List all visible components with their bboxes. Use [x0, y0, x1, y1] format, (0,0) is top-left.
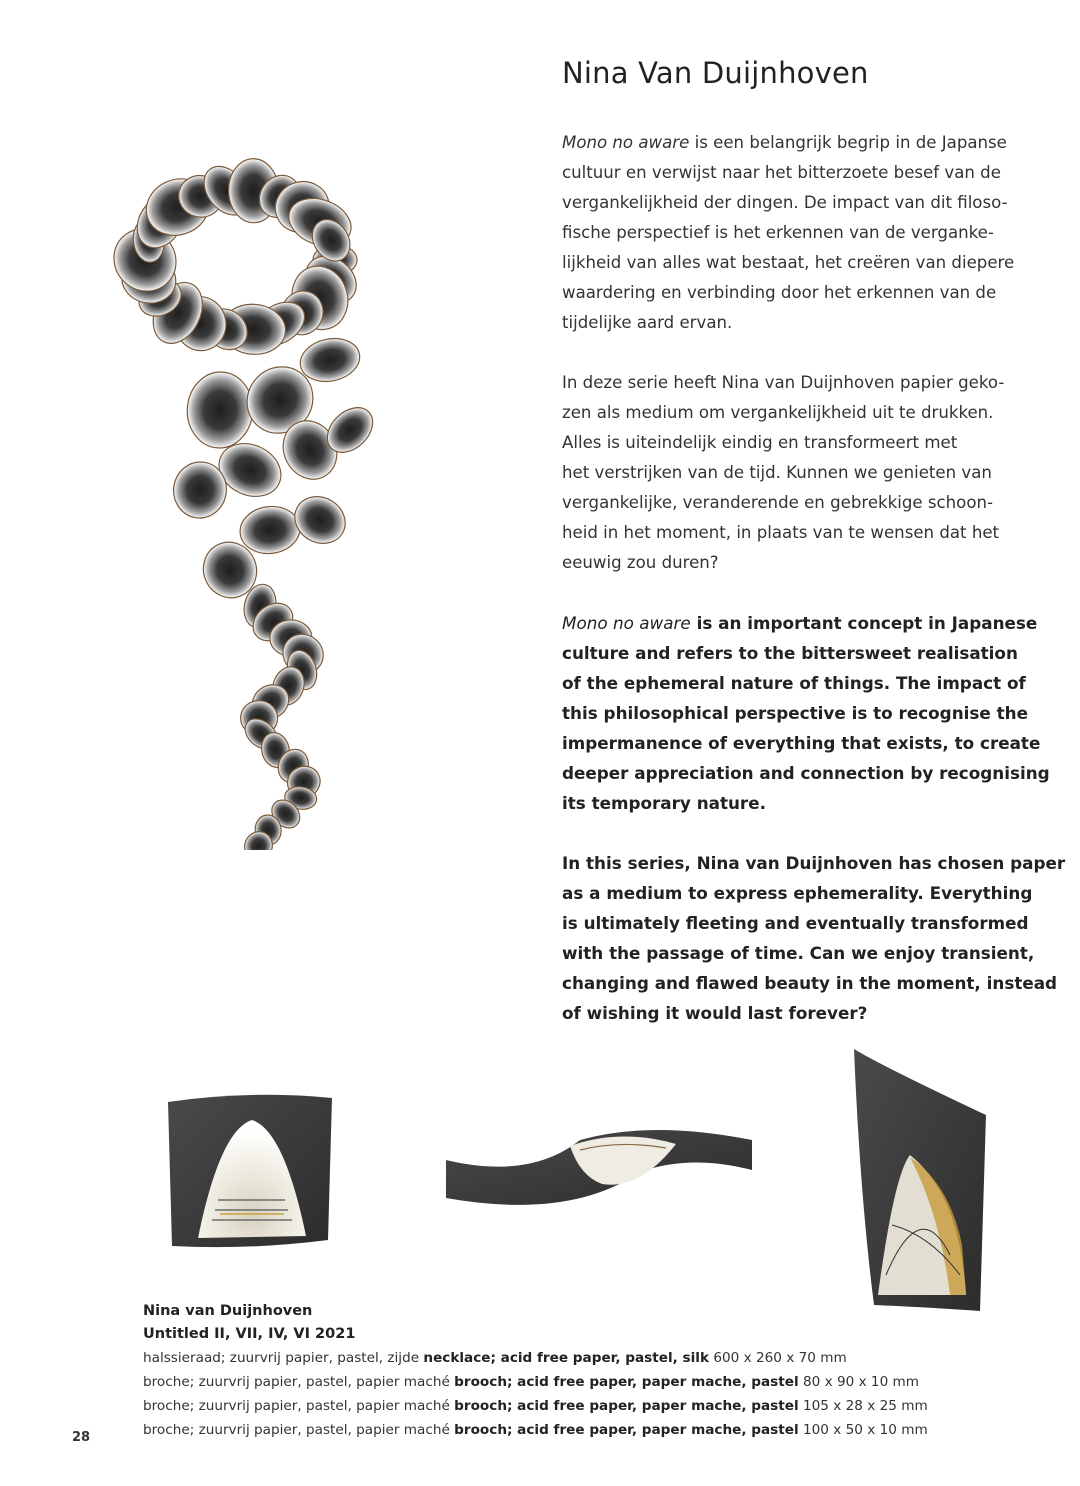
- brooch-2-image: [440, 1110, 760, 1250]
- dutch-text-2: [562, 368, 1032, 578]
- text-line: of wishing it would last forever?: [562, 1003, 868, 1023]
- english-text: Mono no aware is an important concept in Japanese culture and refers to the bittersweet realisation of the ephemeral nature of things. The impact of this philosophical perspective is to recognise the impermanence of everything that exists, to create deeper appreciation and connection by recognising its temporary nature.: [562, 608, 1032, 818]
- page-number: 28: [72, 1430, 91, 1445]
- text-line: with the passage of time. Can we enjoy transient,: [562, 943, 1035, 963]
- text-line: tijdelijke aard ervan.: [562, 313, 733, 332]
- page-title: Nina Van Duijnhoven: [562, 56, 869, 90]
- text-line: zen als medium om vergankelijkheid uit te drukken.: [562, 403, 994, 422]
- english-text-2: [562, 848, 1066, 1028]
- text-line: Alles is uiteindelijk eindig en transformeert met: [562, 433, 958, 452]
- text-line: In deze serie heeft Nina van Duijnhoven papier geko-: [562, 373, 1005, 392]
- dutch-text: Mono no aware is een belangrijk begrip in de Japanse cultuur en verwijst naar het bitterzoete besef van de vergankelijkheid der dingen. De impact van dit filoso- fische perspectief is het erkennen van de verganke- lijkheid van alles wat bestaat, het creëren van diepere waardering en verbinding door het erkennen van de tijdelijke aard ervan.: [562, 128, 1032, 338]
- text-line: changing and flawed beauty in the moment, instead: [562, 973, 1058, 993]
- caption-item: broche; zuurvrij papier, pastel, papier maché brooch; acid free paper, paper mache, pastel 105 x 28 x 25 mm: [143, 1398, 928, 1414]
- caption-work-title: Untitled II, VII, IV, VI 2021: [143, 1326, 356, 1342]
- text-line: its temporary nature.: [562, 793, 766, 813]
- text-line: lijkheid van alles wat bestaat, het creëren van diepere: [562, 253, 1015, 272]
- caption-item: broche; zuurvrij papier, pastel, papier maché brooch; acid free paper, paper mache, pastel 100 x 50 x 10 mm: [143, 1422, 928, 1438]
- text-line: eeuwig zou duren?: [562, 553, 719, 572]
- text-line: vergankelijke, veranderende en gebrekkige schoon-: [562, 493, 993, 512]
- text-line: this philosophical perspective is to recognise the: [562, 703, 1028, 723]
- text-line: is ultimately fleeting and eventually transformed: [562, 913, 1029, 933]
- english-emphasis: Mono no aware: [562, 613, 691, 633]
- necklace-disc: [185, 370, 256, 450]
- necklace-disc: [286, 488, 353, 553]
- text-line: deeper appreciation and connection by recognising: [562, 763, 1050, 783]
- text-line: vergankelijkheid der dingen. De impact van dit filoso-: [562, 193, 1008, 212]
- text-line: heid in het moment, in plaats van te wensen dat het: [562, 523, 1000, 542]
- necklace-artwork-image: [70, 110, 490, 850]
- brooch-1-image: [160, 1090, 340, 1250]
- text-line: fische perspectief is het erkennen van de verganke-: [562, 223, 994, 242]
- text-line: culture and refers to the bittersweet realisation: [562, 643, 1018, 663]
- text-line: as a medium to express ephemerality. Everything: [562, 883, 1033, 903]
- text-line: cultuur en verwijst naar het bitterzoete besef van de: [562, 163, 1001, 182]
- dutch-emphasis: Mono no aware: [562, 133, 690, 152]
- text-line: waardering en verbinding door het erkennen van de: [562, 283, 997, 302]
- caption-item: broche; zuurvrij papier, pastel, papier maché brooch; acid free paper, paper mache, pastel 80 x 90 x 10 mm: [143, 1374, 920, 1390]
- brooch-3-image: [840, 1045, 990, 1315]
- artwork-caption: [143, 1300, 928, 1442]
- caption-item: halssieraad; zuurvrij papier, pastel, zijde necklace; acid free paper, pastel, silk 600 x 260 x 70 mm: [143, 1350, 847, 1366]
- text-line: het verstrijken van de tijd. Kunnen we genieten van: [562, 463, 992, 482]
- text-line: of the ephemeral nature of things. The impact of: [562, 673, 1026, 693]
- text-line: In this series, Nina van Duijnhoven has chosen paper: [562, 853, 1066, 873]
- caption-artist: Nina van Duijnhoven: [143, 1303, 313, 1319]
- text-line: impermanence of everything that exists, to create: [562, 733, 1041, 753]
